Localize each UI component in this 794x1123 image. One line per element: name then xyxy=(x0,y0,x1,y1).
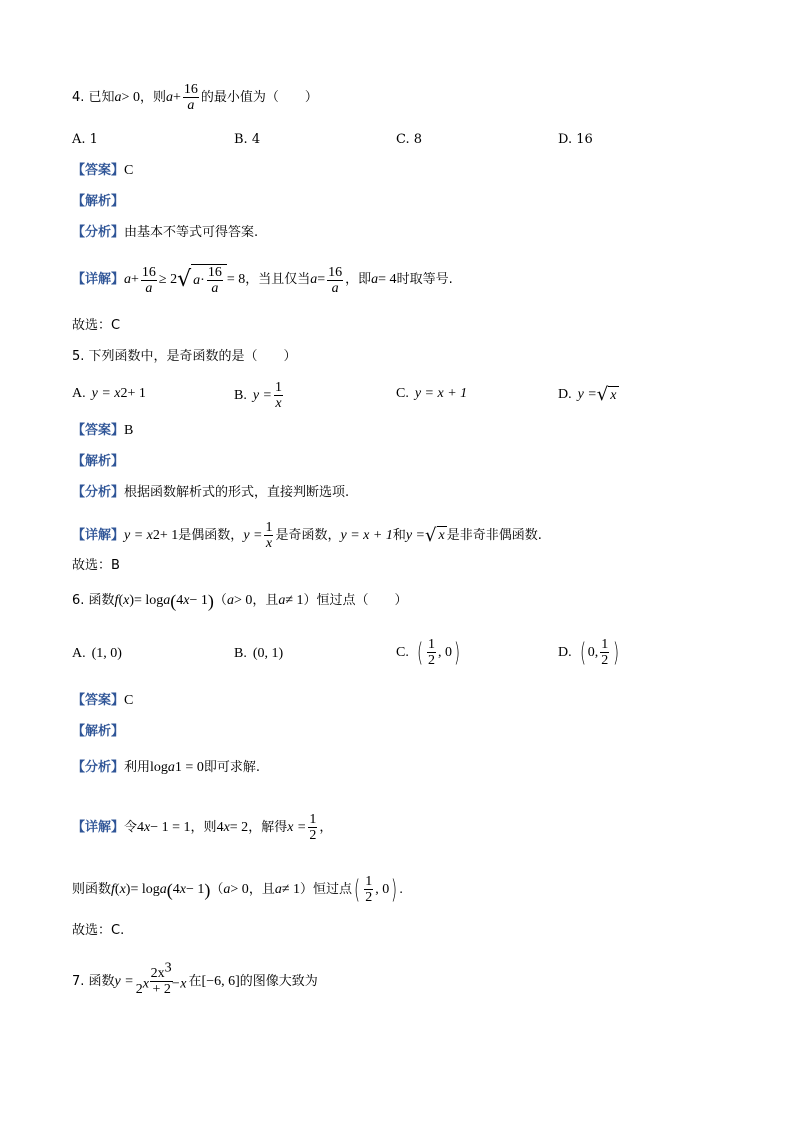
q4-option-d[interactable]: D. 16 xyxy=(558,132,593,147)
q6-option-d[interactable]: D. ( 0, $\frac{1}{2}$ ) xyxy=(558,637,620,668)
q4-sqrt: √ a · $\frac{16}{a}$ xyxy=(177,264,227,296)
q6-option-b[interactable]: B. (0, 1) xyxy=(234,646,284,661)
q5-answer: 【答案】 B xyxy=(72,423,134,438)
q6-option-a[interactable]: A. (1, 0) xyxy=(72,646,122,661)
q4-answer: 【答案】 C xyxy=(72,163,134,178)
q6-choice: 故选：C. xyxy=(72,923,125,938)
q5-fenxi: 【分析】 根据函数解析式的形式，直接判断选项. xyxy=(72,485,350,500)
q4-option-a[interactable]: A. 1 xyxy=(72,132,98,147)
q5-stem: 5. 下列函数中，是奇函数的是（ ） xyxy=(72,349,297,364)
q6-answer: 【答案】 C xyxy=(72,693,134,708)
q5-option-a[interactable]: A. y = x 2 + 1 xyxy=(72,386,146,401)
q6-option-c[interactable]: C. ( $\frac{1}{2}$ , 0 ) xyxy=(396,637,461,668)
q5-option-c[interactable]: C. y = x + 1 xyxy=(396,386,468,401)
q7-stem: 7. 函数 y = $\frac{2x^3}{2^x + 2^{-x}}$ 在 [−6, 6] 的图像大致为 xyxy=(72,960,318,997)
q4-choice: 故选：C xyxy=(72,318,121,333)
q6-xiangjie: 【详解】 令 4 x − 1 = 1 ，则 4 x = 2 ，解得 x = $\frac{1}{2}$ ， xyxy=(72,812,333,843)
q5-jiexi: 【解析】 xyxy=(72,454,125,469)
q4-fenxi: 【分析】 由基本不等式可得答案. xyxy=(72,225,259,240)
q4-stem: 4. 已知 a > 0 ，则 a + $\frac{16}{a}$ 的最小值为（ ） xyxy=(72,82,318,113)
q4-xiangjie: 【详解】 a + $\frac{16}{a}$ ≥ 2 √ a · $\frac{16}{a}$ = 8 ，当且仅当 a = $\frac{16}{a}$ ，即 a = 4 时取等号. xyxy=(72,264,453,296)
q5-choice: 故选：B xyxy=(72,558,120,573)
q5-option-d[interactable]: D. y = √ x xyxy=(558,384,617,405)
q4-option-c[interactable]: C. 8 xyxy=(396,132,423,147)
q6-jiexi: 【解析】 xyxy=(72,724,125,739)
q6-conclusion: 则函数 f ( x ) = log a ( 4 x − 1 ) （ a > 0 ，且 a ≠ 1 ） 恒过点 ( $\frac{1}{2}$ , 0 ) . xyxy=(72,874,403,905)
q6-fenxi: 【分析】 利用 log a 1 = 0 即可求解. xyxy=(72,760,260,775)
q4-jiexi: 【解析】 xyxy=(72,194,125,209)
q5-option-b[interactable]: B. y = $\frac{1}{x}$ xyxy=(234,380,283,411)
q4-fraction: $\frac{16}{a}$ xyxy=(183,82,198,113)
q5-xiangjie: 【详解】 y = x 2 + 1 是偶函数， y = $\frac{1}{x}$ 是奇函数， y = x + 1 和 y = √ x 是非奇非偶函数. xyxy=(72,520,542,551)
q6-stem: 6. 函数 f ( x ) = log a ( 4 x − 1 ) （ a > 0 ，且 a ≠ 1 ）恒过点（ ） xyxy=(72,591,408,611)
q4-option-b[interactable]: B. 4 xyxy=(234,132,261,147)
